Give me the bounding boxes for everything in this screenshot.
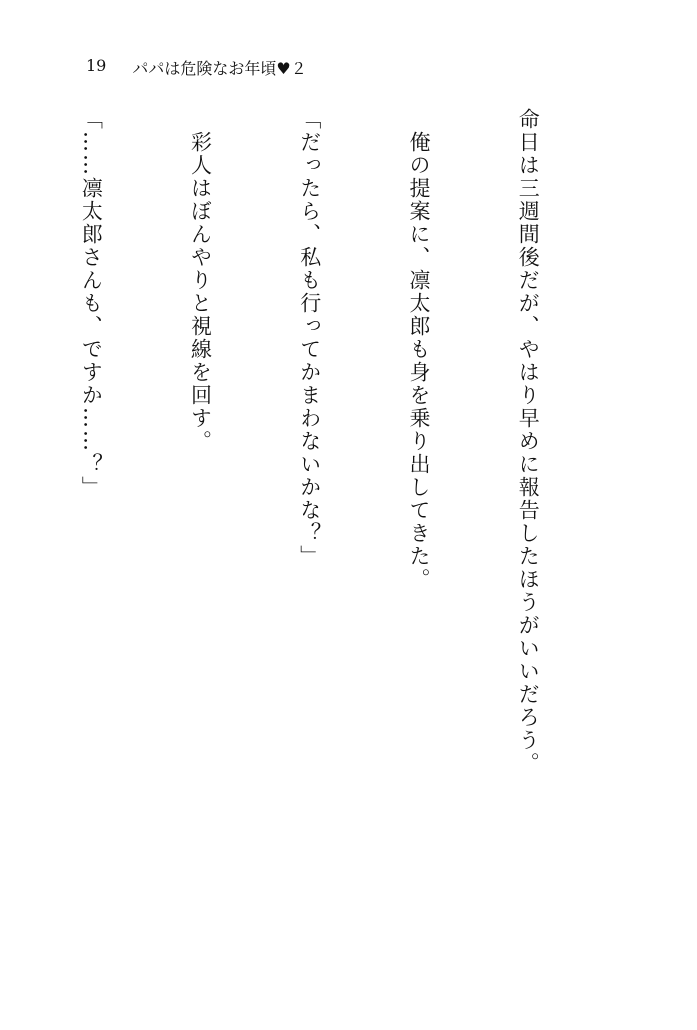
page-number: 19 [86, 56, 106, 79]
text-line: 命日は三週間後だが、やはり早めに報告したほうがいいだろう。 [510, 108, 546, 968]
running-header [86, 56, 307, 79]
text-line: 俺の提案に、凛太郎も身を乗り出してきた。 [401, 108, 437, 968]
text-line: 彩人はぼんやりと視線を回す。 [182, 108, 218, 968]
vertical-body-text [59, 108, 619, 968]
text-line: 「……凛太郎さんも、ですか……？」 [73, 108, 109, 968]
book-title: パパは危険なお年頃♥２ [132, 56, 306, 79]
text-line: 「だったら、私も行ってかまわないかな？」 [291, 108, 327, 968]
